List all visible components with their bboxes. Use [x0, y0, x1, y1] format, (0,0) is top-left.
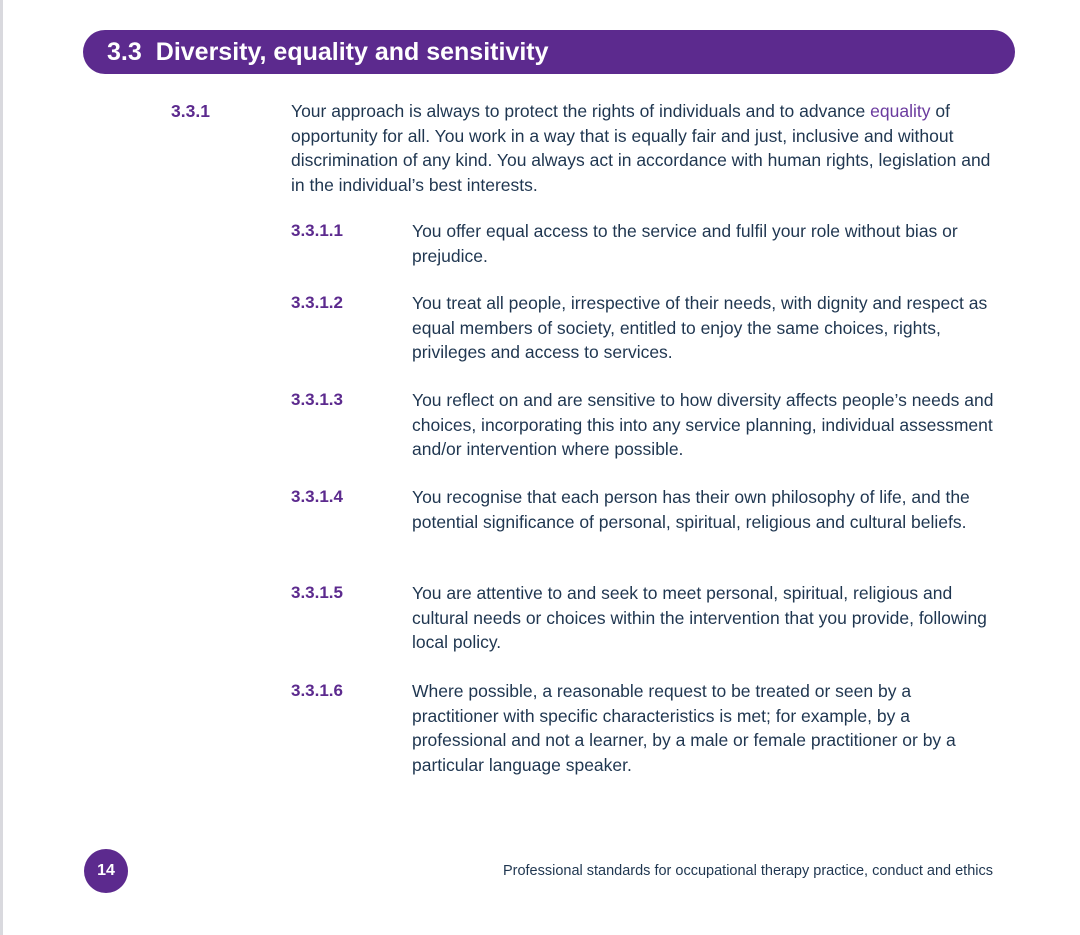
- sub-clause-number: 3.3.1.4: [291, 487, 343, 506]
- section-number: 3.3: [107, 37, 142, 66]
- sub-clause-number: 3.3.1.2: [291, 293, 343, 312]
- sub-clause-number: 3.3.1.5: [291, 583, 343, 602]
- clause-text: [291, 99, 991, 197]
- sub-clause-number: 3.3.1.3: [291, 390, 343, 409]
- page-edge: [0, 0, 3, 935]
- section-heading: [83, 30, 1015, 74]
- sub-clause-text: You treat all people, irrespective of their needs, with dignity and respect as equal members of society, entitled to enjoy the same choices, rights, privileges and access to services.: [412, 293, 988, 362]
- sub-clause-text: Where possible, a reasonable request to be treated or seen by a practitioner with specific characteristics is met; for example, by a professional and not a learner, by a male or female practitioner or by a particular language speaker.: [412, 681, 956, 775]
- clause-text-start: Your approach is always to protect the rights of individuals and to advance: [291, 101, 871, 121]
- clause-number: 3.3.1: [171, 101, 210, 121]
- equality-link[interactable]: equality: [870, 101, 931, 121]
- clause-text-end: of opportunity for all. You work in a way that is equally fair and just, inclusive and without discrimination of any kind. You always act in accordance with human rights, legislation and in the individual’s best interests.: [291, 101, 991, 195]
- footer-document-title: Professional standards for occupational therapy practice, conduct and ethics: [502, 863, 993, 879]
- page-number-badge: 14: [84, 849, 128, 893]
- sub-clause-text: You recognise that each person has their own philosophy of life, and the potential significance of personal, spiritual, religious and cultural beliefs.: [412, 487, 970, 532]
- sub-clause-text: You are attentive to and seek to meet personal, spiritual, religious and cultural needs or choices within the intervention that you provide, following local policy.: [412, 583, 987, 652]
- sub-clause-number: 3.3.1.1: [291, 221, 343, 240]
- sub-clause-text: You offer equal access to the service and fulfil your role without bias or prejudice.: [412, 221, 958, 266]
- sub-clause-text: You reflect on and are sensitive to how diversity affects people’s needs and choices, incorporating this into any service planning, individual assessment and/or intervention where possible.: [412, 390, 994, 459]
- sub-clause-number: 3.3.1.6: [291, 681, 343, 700]
- section-title: Diversity, equality and sensitivity: [155, 37, 549, 66]
